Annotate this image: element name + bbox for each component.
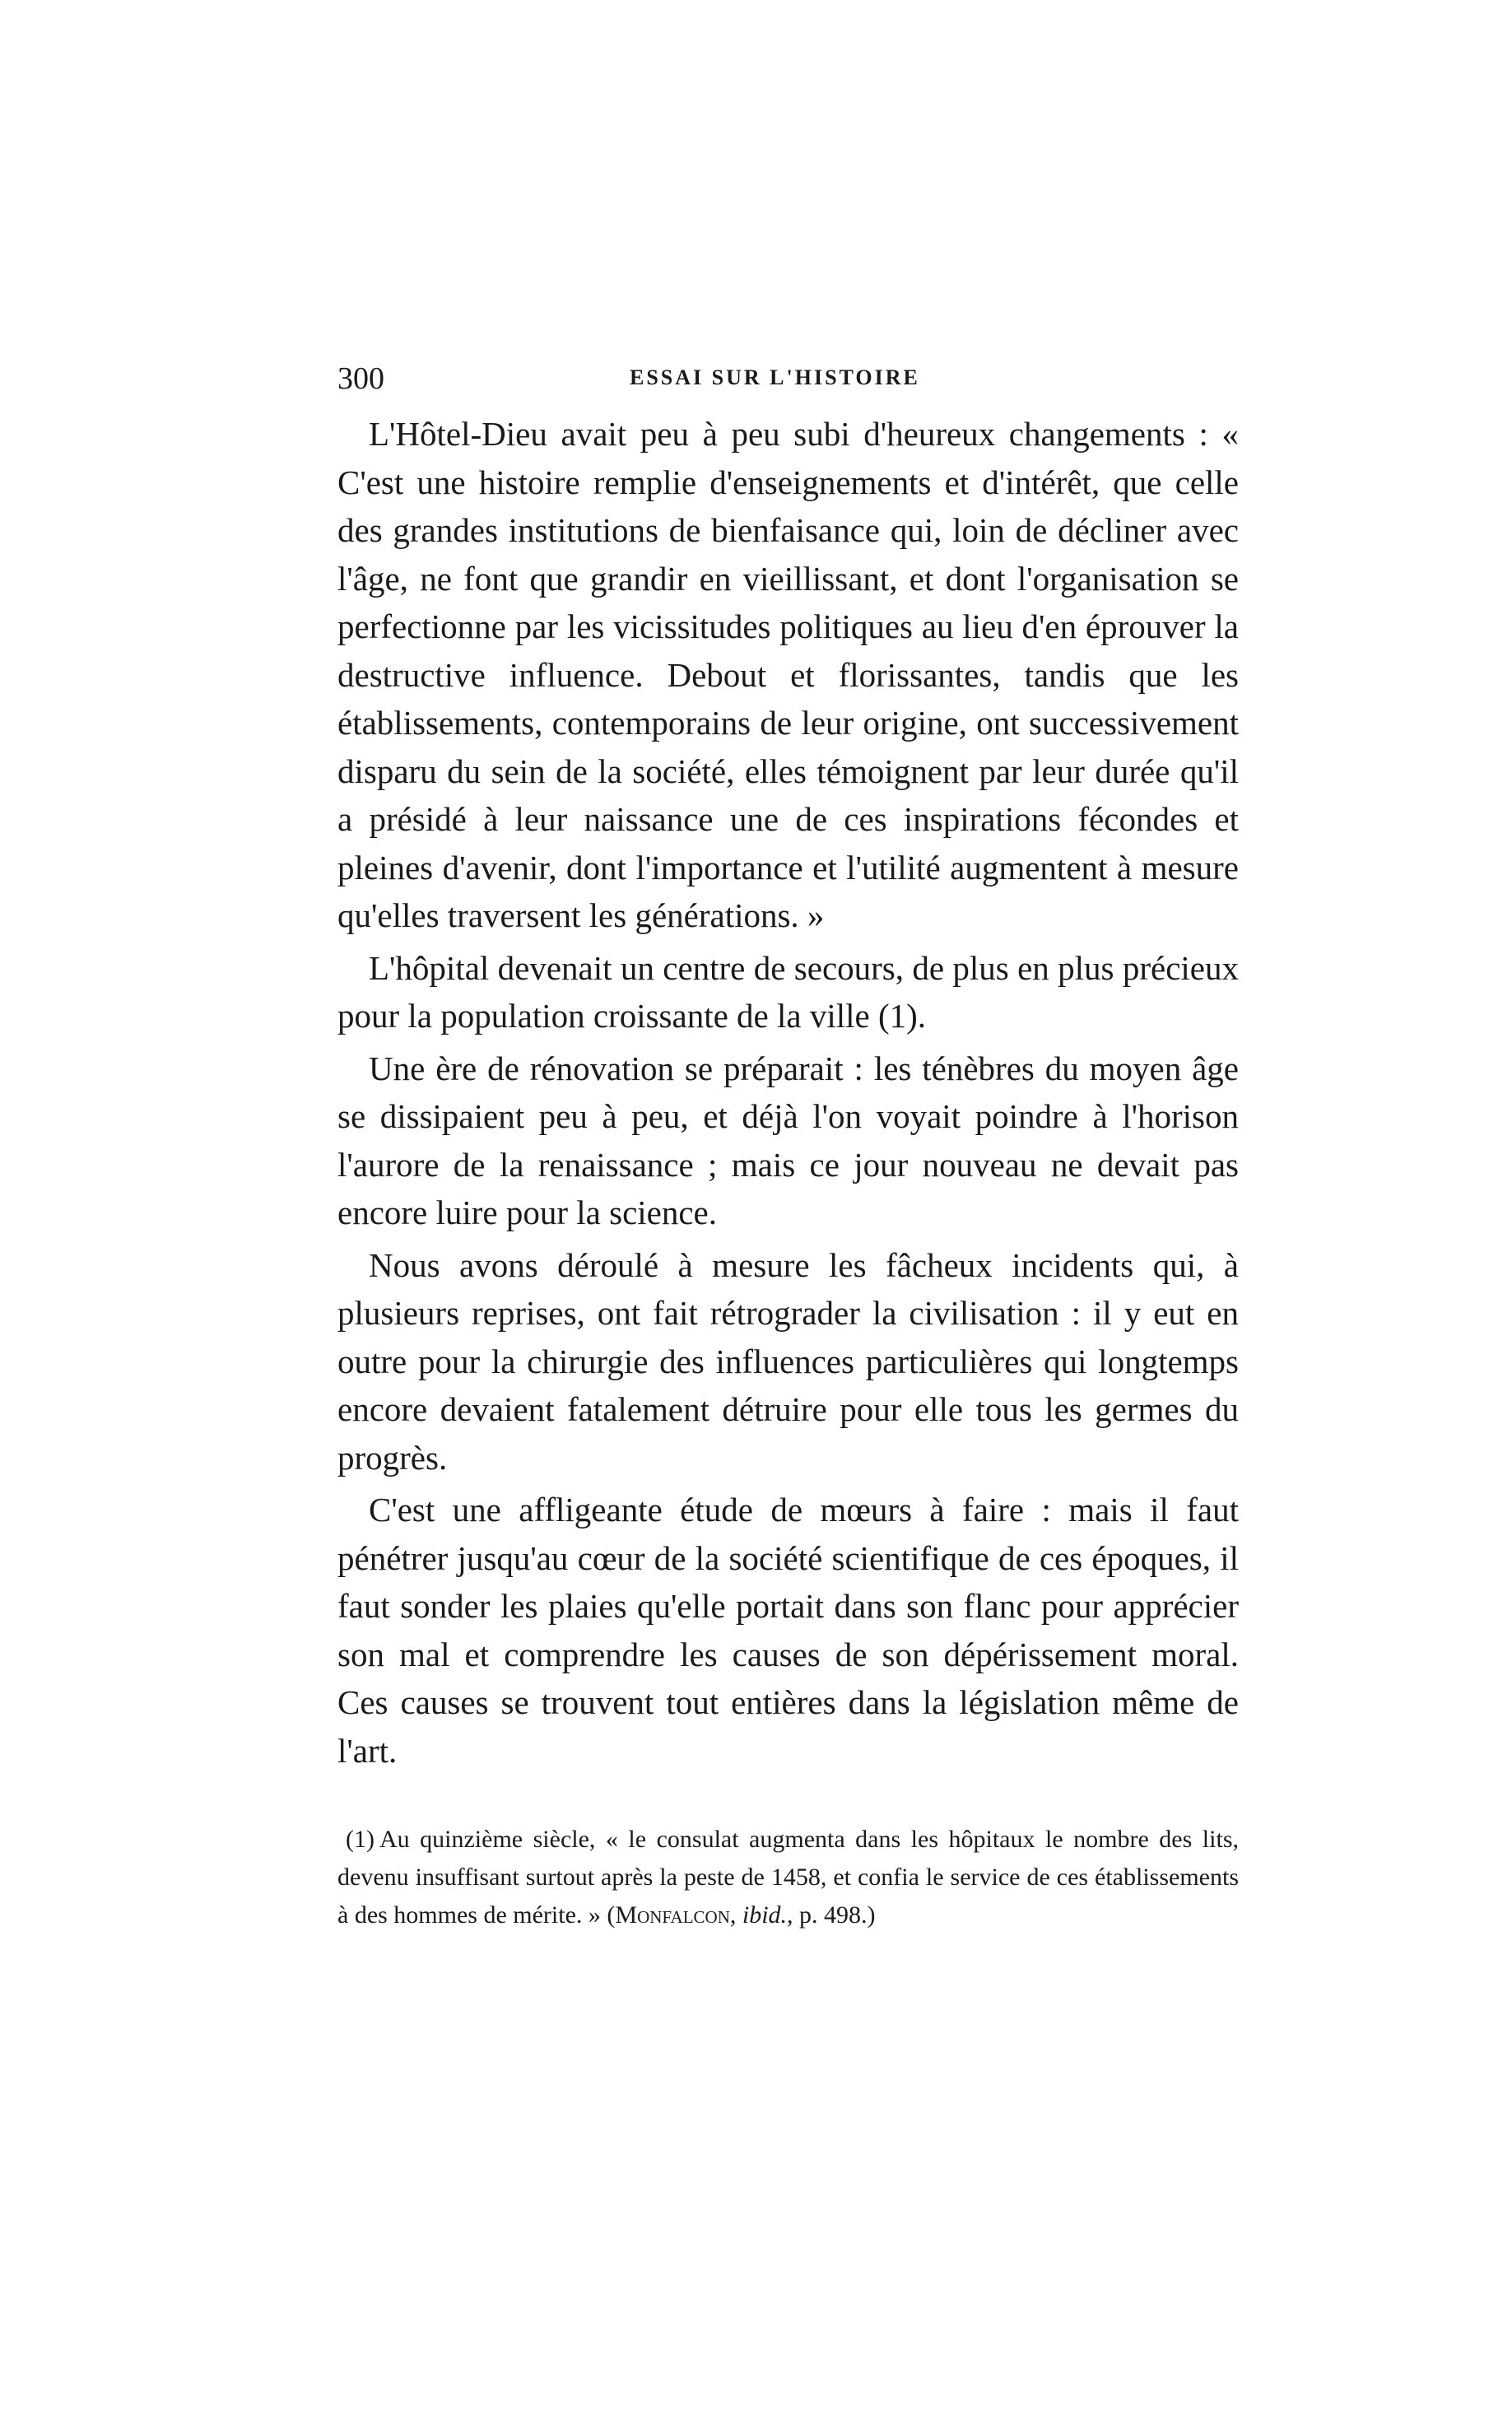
paragraph: Une ère de rénovation se préparait : les ténèbres du moyen âge se dissipaient peu à peu, et déjà l'on voyait poindre à l'horison l'aurore de la renaissance ; mais ce jour nouveau ne devait pas encore luire pour la science. bbox=[337, 1049, 1239, 1231]
paragraph: L'hôpital devenait un centre de secours, de plus en plus précieux pour la population croissante de la ville (1). bbox=[337, 948, 1239, 1035]
footnote-ibid: ibid. bbox=[742, 1901, 788, 1929]
paragraph: L'Hôtel-Dieu avait peu à peu subi d'heureux changements : « C'est une histoire remplie d'enseignements et d'intérêt, que celle des grandes institutions de bienfaisance qui, loin de décliner avec l'âge, ne font que grandir en vieillissant, et dont l'organisation se perfectionne par les vicissitudes politiques au lieu d'en éprouver la destructive influence. Debout et florissantes, tandis que les établissements, contemporains de leur origine, ont successivement disparu du sein de la société, elles témoignent par leur durée qu'il a présidé à leur naissance une de ces inspirations fécondes et pleines d'avenir, dont l'importance et l'utilité augmentent à mesure qu'elles traversent les générations. » bbox=[337, 415, 1239, 934]
running-title: ESSAI SUR L'HISTOIRE bbox=[630, 365, 920, 389]
footnote-text: Au quinzième siècle, « le consulat augmenta dans les hôpitaux le nombre des lits, devenu insuffisant surtout après la peste de 1458, et confia le service de ces établissements à des hommes de mérite. » ( bbox=[337, 1826, 1239, 1929]
footnote bbox=[337, 1821, 1239, 1934]
footnote-separator: , bbox=[729, 1901, 742, 1929]
footnote-page-ref: , p. 498.) bbox=[787, 1901, 876, 1929]
footnote-author: Monfalcon bbox=[615, 1901, 730, 1929]
paragraph: Nous avons déroulé à mesure les fâcheux incidents qui, à plusieurs reprises, ont fait rétrograder la civilisation : il y eut en outre pour la chirurgie des influences particulières qui longtemps encore devaient fatalement détruire pour elle tous les germes du progrès. bbox=[337, 1245, 1239, 1477]
main-text bbox=[337, 410, 1239, 1779]
page-number: 300 bbox=[337, 361, 384, 396]
footnote-marker: (1) bbox=[346, 1826, 375, 1853]
page-header bbox=[337, 361, 1243, 410]
paragraph: C'est une affligeante étude de mœurs à faire : mais il faut pénétrer jusqu'au cœur de la société scientifique de ces époques, il faut sonder les plaies qu'elle portait dans son flanc pour apprécier son mal et comprendre les causes de son dépérissement moral. Ces causes se trouvent tout entières dans la législation même de l'art. bbox=[337, 1491, 1239, 1770]
